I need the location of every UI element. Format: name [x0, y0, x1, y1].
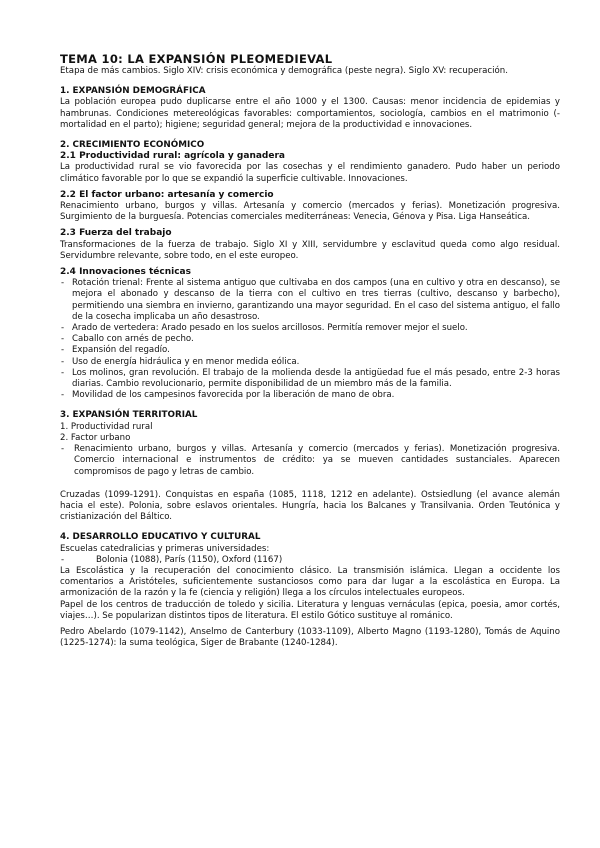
schools-line: Escuelas catedralicias y primeras universidades:	[60, 543, 270, 554]
list-item: - Uso de energía hidráulica y en menor medida eólica.	[60, 357, 560, 368]
list-item: - Movilidad de los campesinos favorecida por la liberación de mano de obra.	[60, 390, 560, 401]
section-4-paragraph-3: Pedro Abelardo (1079-1142), Anselmo de Canterbury (1033-1109), Alberto Magno (1193-1280), Tomás de Aquino (1225-1274): la suma teológica, Siger de Brabante (1240-1284).	[60, 626, 560, 649]
list-item: - Caballo con arnés de pecho.	[60, 334, 560, 345]
intro-text: Etapa de más cambios. Siglo XIV: crisis económica y demográfica (peste negra). Siglo XV: recuperación.	[60, 66, 508, 76]
list-item: 2. Factor urbano	[60, 432, 131, 443]
subsection-2-2-heading: 2.2 El factor urbano: artesanía y comercio	[60, 189, 274, 200]
list-item: - Expansión del regadío.	[60, 345, 560, 356]
subsection-2-1-text: La productividad rural se vio favorecida por las cosechas y el rendimiento ganadero. Pudo haber un periodo climático favorable por lo que se expandió la superficie cultivable. Innovaciones.	[60, 162, 560, 184]
subsection-2-1-heading: 2.1 Productividad rural: agrícola y ganadera	[60, 151, 285, 162]
subsection-2-4-heading: 2.4 Innovaciones técnicas	[60, 267, 191, 278]
innovations-list	[60, 278, 560, 401]
list-item: - Renacimiento urbano, burgos y villas. Artesanía y comercio (mercados y ferias). Monetización progresiva. Comercio internacional e instrumentos de crédito: ya se mueven cantidades sustanciales. Aparecen compromisos de pago y letras de cambio.	[60, 444, 560, 478]
section-1-text: La población europea pudo duplicarse entre el año 1000 y el 1300. Causas: menor incidencia de epidemias y hambrunas. Condiciones metereológicas favorables: comportamientos, sociología, cambios en el matrimonio (- mortalidad en el parto); higiene; seguridad general; mejora de la productividad e innovaciones.	[60, 97, 560, 130]
section-4-paragraph-2: Papel de los centros de traducción de toledo y sicilia. Literatura y lenguas vernáculas (epica, poesia, amor cortés, viajes…). Se popularizan distintos tipos de literatura. El estilo Gótico sustituye al románico.	[60, 599, 560, 621]
list-item: - Los molinos, gran revolución. El trabajo de la molienda desde la antigüedad fue el más pesado, entre 2-3 horas diarias. Cambio revolucionario, permite disponibilidad de un miembro más de la familia.	[60, 368, 560, 390]
subsection-2-3-text: Transformaciones de la fuerza de trabajo. Siglo XI y XIII, servidumbre y esclavitud queda como algo residual. Servidumbre relevante, sobre todo, en el este europeo.	[60, 239, 560, 261]
section-4-heading: 4. DESARROLLO EDUCATIVO Y CULTURAL	[60, 532, 261, 543]
document-title: TEMA 10: LA EXPANSIÓN PLEOMEDIEVAL	[60, 52, 333, 66]
territorial-list	[60, 422, 560, 444]
section-3-heading: 3. EXPANSIÓN TERRITORIAL	[60, 410, 198, 421]
section-3-text: Cruzadas (1099-1291). Conquistas en españa (1085, 1118, 1212 en adelante). Ostsiedlung (el avance alemán hacia el este). Polonia, sobre eslavos orientales. Hungría, hacia los Balcanes y Transilvania. Orden Teutónica y cristianización del Báltico.	[60, 489, 560, 523]
subsection-2-2-text: Renacimiento urbano, burgos y villas. Artesanía y comercio (mercados y ferias). Monetización progresiva. Surgimiento de la burguesía. Potencias comerciales mediterráneas: Venecia, Génova y Pisa. Liga Hanseática.	[60, 201, 560, 223]
subsection-2-3-heading: 2.3 Fuerza del trabajo	[60, 228, 172, 239]
list-item: - Rotación trienal: Frente al sistema antiguo que cultivaba en dos campos (una en cultivo y otra en descanso), se mejora el abonado y descanso de la tierra con el cultivo en tres tierras (cultivo, descanso y barbecho), permitiendo una siembra en invierno, garantizando una mayor seguridad. En el caso del sistema antiguo, el fallo de la cosecha implicaba un año desastroso.	[60, 278, 560, 323]
section-4-paragraph-1: La Escolástica y la recuperación del conocimiento clásico. La transmisión islámica. Llegan a occidente los comentarios a Aristóteles, suficientemente sustanciosos como para dar lugar a la escolástica en Europa. La armonización de la razón y la fe (ciencia y religión) llega a los círculos intelectuales europeos.	[60, 565, 560, 599]
urban-factor-list	[60, 444, 560, 478]
section-2-heading: 2. CRECIMIENTO ECONÓMICO	[60, 140, 205, 151]
list-item: - Arado de vertedera: Arado pesado en los suelos arcillosos. Permitía remover mejor el suelo.	[60, 323, 560, 334]
universities-item: - Bolonia (1088), París (1150), Oxford (1167)	[60, 555, 560, 566]
document-page	[60, 52, 560, 649]
list-item: 1. Productividad rural	[60, 421, 153, 432]
section-1-heading: 1. EXPANSIÓN DEMOGRÁFICA	[60, 86, 206, 97]
